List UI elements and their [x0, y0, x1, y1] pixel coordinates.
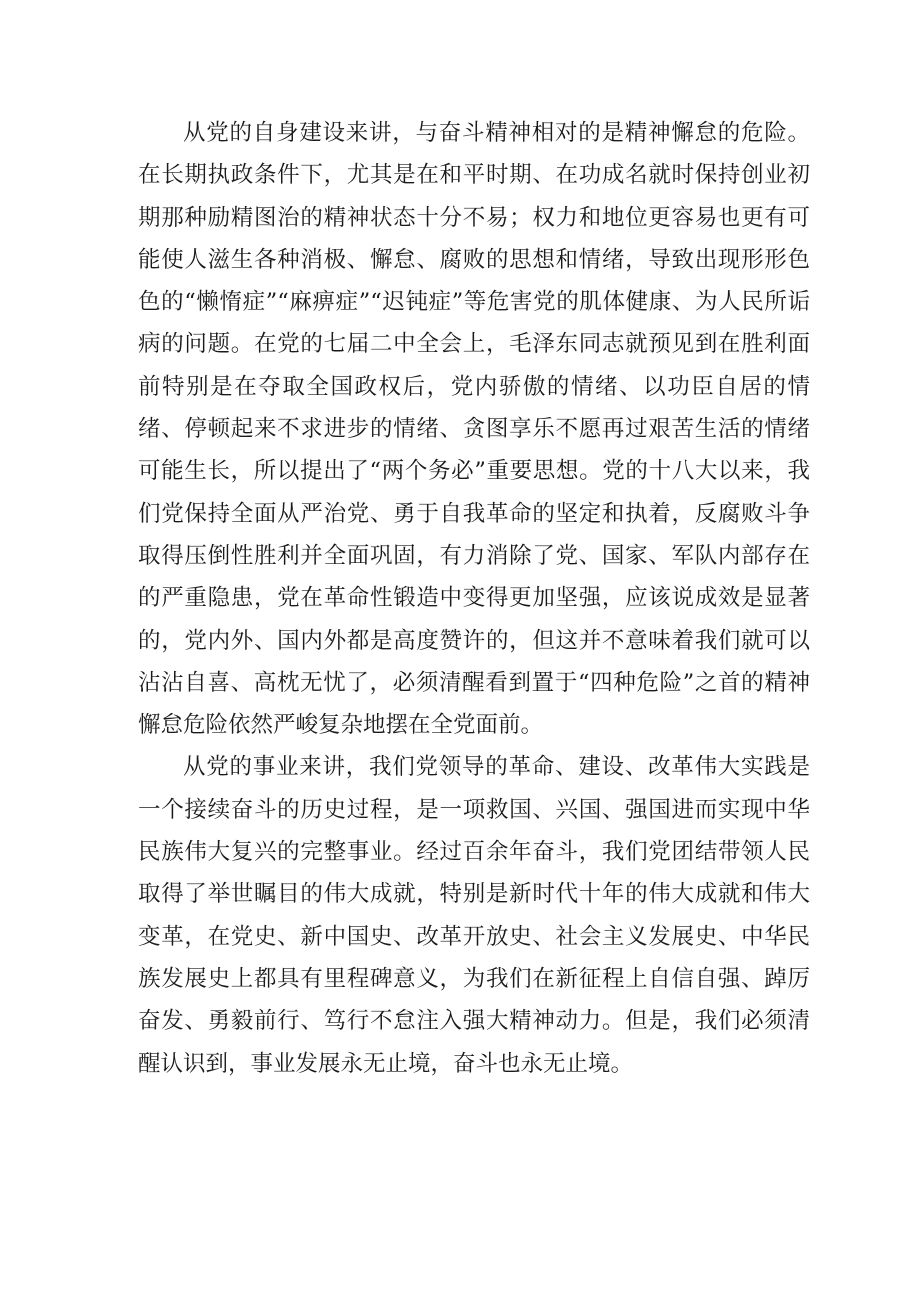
document-body [138, 112, 810, 1085]
paragraph-party-cause: 从党的事业来讲，我们党领导的革命、建设、改革伟大实践是一个接续奋斗的历史过程，是一项救国、兴国、强国进而实现中华民族伟大复兴的完整事业。经过百余年奋斗，我们党团结带领人民取得了举世瞩目的伟大成就，特别是新时代十年的伟大成就和伟大变革，在党史、新中国史、改革开放史、社会主义发展史、中华民族发展史上都具有里程碑意义，为我们在新征程上自信自强、踔厉奋发、勇毅前行、笃行不怠注入强大精神动力。但是，我们必须清醒认识到，事业发展永无止境，奋斗也永无止境。 [138, 754, 810, 1077]
paragraph-party-self-building: 从党的自身建设来讲，与奋斗精神相对的是精神懈怠的危险。在长期执政条件下，尤其是在和平时期、在功成名就时保持创业初期那种励精图治的精神状态十分不易；权力和地位更容易也更有可能使人滋生各种消极、懈怠、腐败的思想和情绪，导致出现形形色色的“懒惰症”“麻痹症”“迟钝症”等危害党的肌体健康、为人民所诟病的问题。在党的七届二中全会上，毛泽东同志就预见到在胜利面前特别是在夺取全国政权后，党内骄傲的情绪、以功臣自居的情绪、停顿起来不求进步的情绪、贪图享乐不愿再过艰苦生活的情绪可能生长，所以提出了“两个务必”重要思想。党的十八大以来，我们党保持全面从严治党、勇于自我革命的坚定和执着，反腐败斗争取得压倒性胜利并全面巩固，有力消除了党、国家、军队内部存在的严重隐患，党在革命性锻造中变得更加坚强，应该说成效是显著的，党内外、国内外都是高度赞许的，但这并不意味着我们就可以沾沾自喜、高枕无忧了，必须清醒看到置于“四种危险”之首的精神懈怠危险依然严峻复杂地摆在全党面前。 [138, 120, 810, 739]
